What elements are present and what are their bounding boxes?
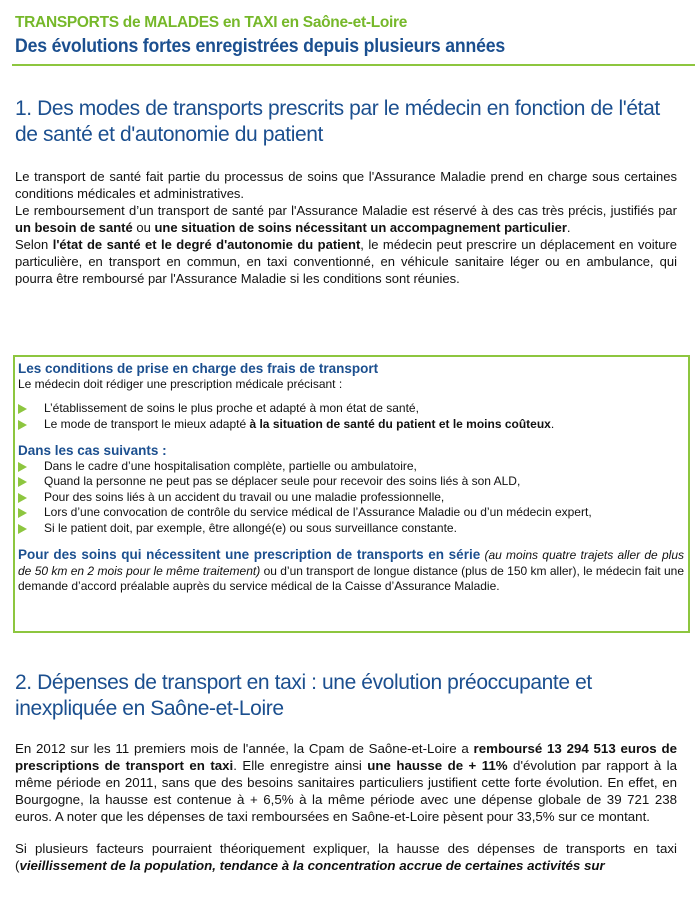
text-run: ou (132, 220, 155, 235)
triangle-bullet-icon (18, 477, 27, 487)
list-item (18, 521, 684, 537)
list-item-text: Lors d’une convocation de contrôle du service médical de l’Assurance Maladie ou d’un médecin expert, (44, 505, 592, 519)
list-item (18, 417, 684, 433)
text-run: Le mode de transport le mieux adapté (44, 416, 250, 431)
list-item (18, 490, 684, 506)
list-item-text: Dans le cadre d’une hospitalisation complète, partielle ou ambulatoire, (44, 458, 417, 473)
conditions-heading: Les conditions de prise en charge des frais de transport (18, 361, 379, 376)
section-1-paragraph-3 (15, 236, 677, 287)
document-kicker: TRANSPORTS de MALADES en TAXI en Saône-et-Loire (15, 14, 408, 31)
list-item (18, 401, 684, 417)
triangle-bullet-icon (18, 493, 27, 503)
list-item (18, 474, 684, 490)
bold-run: un besoin de santé (15, 220, 133, 235)
text-run: . Elle enregistre ainsi (233, 758, 368, 773)
text-run: ou d’un transport de longue distance (plus de 150 km aller), le médecin fait une demande d’accord préalable auprès du service médical de la Caisse d’Assurance Maladie. (18, 563, 684, 593)
text-run: . (566, 220, 571, 235)
italic-run: (au moins quatre trajets aller de plus de 50 km en 2 mois pour le même traitement) (18, 548, 684, 578)
section-2-paragraph-2 (15, 840, 677, 874)
bold-run: à la situation de santé du patient et le moins coûteux (249, 416, 551, 431)
section-1-paragraph-2 (15, 202, 677, 236)
triangle-bullet-icon (18, 404, 27, 414)
list-item-text (44, 417, 554, 433)
document-subtitle: Des évolutions fortes enregistrées depuis plusieurs années (15, 36, 506, 57)
bold-run: Pour des soins qui nécessitent une prescription de transports en série (18, 547, 481, 562)
triangle-bullet-icon (18, 420, 27, 430)
cases-heading: Dans les cas suivants : (18, 443, 167, 458)
section-1-paragraph-1: Le transport de santé fait partie du processus de soins que l'Assurance Maladie prend en charge sous certaines conditions médicales et administratives. (15, 169, 677, 201)
triangle-bullet-icon (18, 524, 27, 534)
bold-run: remboursé 13 294 513 euros de prescriptions de transport en taxi (15, 741, 677, 773)
text-run: Le remboursement d’un transport de santé par l'Assurance Maladie est réservé à des cas très précis, justifiés par (15, 203, 677, 218)
text-run: . (550, 416, 555, 431)
bold-run: une situation de soins nécessitant un accompagnement particulier (154, 220, 567, 235)
bold-run: l'état de santé et le degré d'autonomie du patient (52, 237, 361, 252)
conditions-intro: Le médecin doit rédiger une prescription médicale précisant : (18, 376, 343, 391)
bold-run: une hausse de + 11% (367, 758, 508, 773)
list-item-text: L’établissement de soins le plus proche et adapté à mon état de santé, (44, 401, 419, 415)
list-item-text: Quand la personne ne peut pas se déplacer seule pour recevoir des soins liés à son ALD, (44, 474, 521, 488)
list-item (18, 505, 684, 521)
text-run: , le médecin peut prescrire un déplacement en voiture particulière, en transport en commun, en taxi conventionné, en véhicule sanitaire léger ou en ambulance, qui pourra être remboursé par l'Assurance Maladie si les conditions sont réunies. (15, 237, 677, 286)
conditions-box (13, 355, 690, 633)
text-run: Si plusieurs facteurs pourraient théoriquement expliquer, la hausse des dépenses de transports en taxi ( (15, 841, 677, 873)
section-1-body (15, 168, 677, 287)
section-1-title: 1. Des modes de transports prescrits par le médecin en fonction de l'état de santé et d'autonomie du patient (15, 97, 660, 146)
text-run: d'évolution par rapport à la même période en 2011, sans que des besoins sanitaires particuliers justifient cette forte évolution. En effet, en Bourgogne, la hausse est contenue à + 6,5% à la même période avec une dépense globale de 39 721 238 euros. A noter que les dépenses de taxi remboursées en Saône-et-Loire pèsent pour 33,5% sur ce montant. (15, 758, 677, 824)
header-divider (12, 64, 695, 66)
section-2-body (15, 740, 677, 874)
series-paragraph (18, 547, 684, 595)
section-2-title: 2. Dépenses de transport en taxi : une évolution préoccupante et inexpliquée en Saône-et-Loire (15, 671, 592, 720)
list-item-text: Pour des soins liés à un accident du travail ou une maladie professionnelle, (44, 489, 445, 504)
section-2-paragraph-1 (15, 740, 677, 825)
text-run: En 2012 sur les 11 premiers mois de l'année, la Cpam de Saône-et-Loire a (15, 741, 474, 756)
list-item-text: Si le patient doit, par exemple, être allongé(e) ou sous surveillance constante. (44, 520, 457, 535)
triangle-bullet-icon (18, 508, 27, 518)
bold-italic-run: vieillissement de la population, tendance à la concentration accrue de certaines activités sur (19, 858, 605, 873)
triangle-bullet-icon (18, 462, 27, 472)
text-run: Selon (15, 237, 53, 252)
list-item (18, 459, 684, 475)
